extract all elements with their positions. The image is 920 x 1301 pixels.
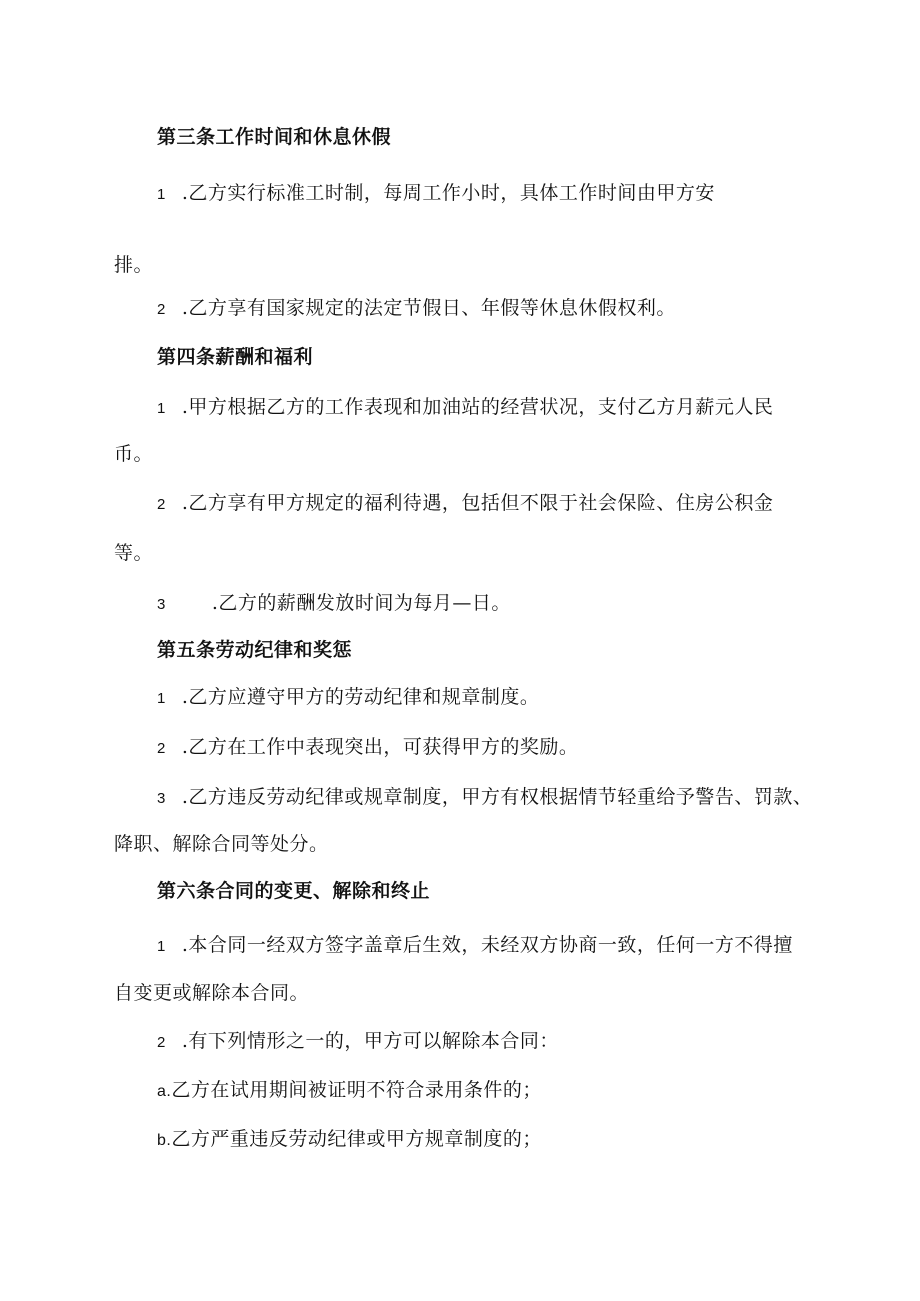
sub-text: 乙方严重违反劳动纪律或甲方规章制度的； <box>171 1128 542 1150</box>
item-number: 2 <box>157 740 166 757</box>
article-5-item-3-continuation: 降职、解除合同等处分。 <box>114 833 329 855</box>
item-number: 3 <box>157 790 166 807</box>
article-3-item-1 <box>157 180 715 208</box>
item-number: 1 <box>157 400 166 417</box>
item-text: .有下列情形之一的，甲方可以解除本合同： <box>181 1030 559 1052</box>
sub-letter: a. <box>157 1083 172 1100</box>
article-4-item-3 <box>157 590 511 618</box>
item-number: 1 <box>157 938 166 955</box>
item-number: 3 <box>157 596 166 613</box>
article-6-heading: 第六条合同的变更、解除和终止 <box>157 880 431 902</box>
article-6-sub-a <box>157 1077 542 1105</box>
article-5-item-3 <box>157 784 812 812</box>
item-text: .乙方违反劳动纪律或规章制度，甲方有权根据情节轻重给予警告、罚款、 <box>181 786 813 808</box>
article-3-item-2 <box>157 295 676 323</box>
item-text: .乙方享有国家规定的法定节假日、年假等休息休假权利。 <box>181 297 676 319</box>
item-text: .乙方实行标准工时制，每周工作小时，具体工作时间由甲方安 <box>181 182 715 204</box>
item-number: 2 <box>157 496 166 513</box>
item-text: .本合同一经双方签字盖章后生效，未经双方协商一致，任何一方不得擅 <box>181 934 793 956</box>
article-4-item-2-continuation: 等。 <box>114 542 154 564</box>
article-6-item-1-continuation: 自变更或解除本合同。 <box>114 982 310 1004</box>
article-6-item-2 <box>157 1028 559 1056</box>
article-3-item-1-continuation: 排。 <box>114 254 154 276</box>
item-text: .乙方的薪酬发放时间为每月—日。 <box>211 592 511 614</box>
item-number: 1 <box>157 186 166 203</box>
article-3-heading: 第三条工作时间和休息休假 <box>157 126 392 148</box>
item-text: .乙方应遵守甲方的劳动纪律和规章制度。 <box>181 686 540 708</box>
article-5-heading: 第五条劳动纪律和奖惩 <box>157 639 353 661</box>
item-number: 1 <box>157 690 166 707</box>
article-6-sub-b <box>157 1126 542 1154</box>
item-text: .乙方享有甲方规定的福利待遇，包括但不限于社会保险、住房公积金 <box>181 492 774 514</box>
article-5-item-2 <box>157 734 578 762</box>
article-4-heading: 第四条薪酬和福利 <box>157 346 314 368</box>
article-4-item-1-continuation: 币。 <box>114 443 154 465</box>
article-4-item-2 <box>157 490 773 518</box>
article-4-item-1 <box>157 394 773 422</box>
sub-text: 乙方在试用期间被证明不符合录用条件的； <box>171 1079 542 1101</box>
item-number: 2 <box>157 301 166 318</box>
item-text: .乙方在工作中表现突出，可获得甲方的奖励。 <box>181 736 579 758</box>
item-text: .甲方根据乙方的工作表现和加油站的经营状况，支付乙方月薪元人民 <box>181 396 774 418</box>
article-6-item-1 <box>157 932 793 960</box>
article-5-item-1 <box>157 684 539 712</box>
item-number: 2 <box>157 1034 166 1051</box>
sub-letter: b. <box>157 1132 172 1149</box>
